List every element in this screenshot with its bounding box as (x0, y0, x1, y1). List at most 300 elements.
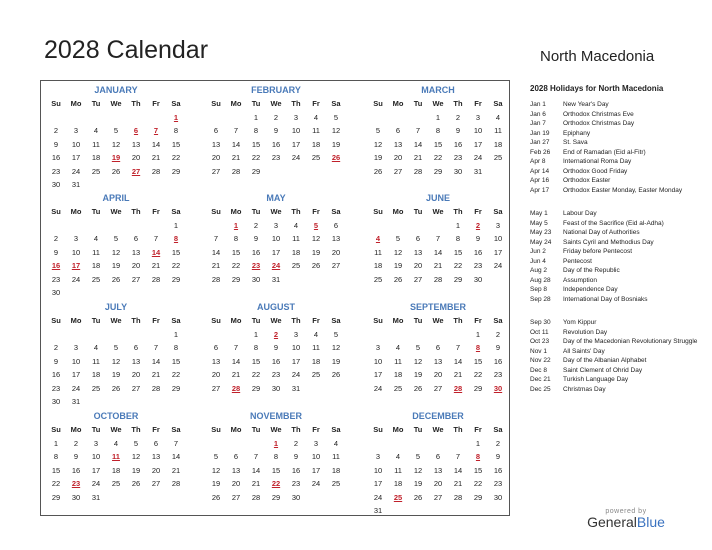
country-name: North Macedonia (540, 48, 655, 65)
empty-cell (46, 328, 66, 342)
day-cell: 8 (253, 343, 259, 352)
month-days-grid (206, 314, 346, 395)
day-cell: 16 (493, 465, 503, 475)
holiday-item (530, 119, 700, 129)
day-cell: 15 (433, 139, 443, 149)
day-cell: 23 (493, 370, 503, 379)
weekday-header: Su (51, 316, 61, 325)
empty-cell (206, 328, 226, 342)
day-cell: 22 (171, 261, 181, 270)
holiday-item (530, 209, 700, 219)
day-cell: 21 (231, 370, 241, 379)
month-february (206, 83, 346, 178)
weekday-header: Mo (70, 425, 82, 434)
day-cell: 4 (495, 112, 501, 122)
holiday-date: May 24 (530, 238, 552, 246)
day-cell: 30 (473, 274, 483, 284)
day-cell: 9 (475, 234, 481, 243)
month-october (46, 409, 186, 504)
day-cell: 17 (291, 139, 301, 149)
day-cell: 17 (373, 479, 383, 488)
holiday-name: New Year's Day (563, 101, 609, 108)
day-cell: 15 (473, 465, 483, 475)
empty-cell (246, 437, 266, 451)
month-name: DECEMBER (412, 411, 464, 421)
day-cell: 25 (311, 153, 321, 162)
day-cell: 21 (453, 479, 463, 488)
day-cell: 5 (415, 452, 421, 461)
day-cell: 19 (413, 479, 423, 488)
holiday-day: 28 (453, 383, 463, 393)
empty-cell (46, 219, 66, 233)
day-cell: 6 (153, 438, 159, 448)
month-name: FEBRUARY (251, 85, 301, 95)
month-days-grid (46, 314, 186, 409)
day-cell: 8 (173, 126, 179, 135)
holiday-item (530, 148, 700, 158)
day-cell: 21 (151, 261, 161, 270)
day-cell: 4 (293, 220, 299, 230)
month-days-grid (368, 97, 508, 178)
day-cell: 26 (111, 383, 121, 393)
group-spacer (530, 195, 700, 209)
day-cell: 3 (293, 112, 299, 122)
holiday-item (530, 266, 700, 276)
day-cell: 22 (453, 261, 463, 270)
day-cell: 27 (331, 261, 341, 270)
day-cell: 1 (173, 329, 179, 339)
day-cell: 8 (455, 234, 461, 243)
weekday-header: Su (211, 207, 221, 216)
month-september (368, 300, 508, 395)
day-cell: 17 (311, 465, 321, 475)
brand-general: General (587, 514, 637, 530)
day-cell: 6 (395, 126, 401, 135)
empty-cell (388, 219, 408, 233)
day-cell: 5 (213, 452, 219, 461)
day-cell: 1 (53, 438, 59, 448)
holiday-date: Sep 8 (530, 286, 547, 293)
weekday-header: We (270, 99, 282, 108)
day-cell: 11 (292, 234, 300, 243)
month-january (46, 83, 186, 192)
day-cell: 9 (53, 247, 59, 257)
day-cell: 28 (433, 274, 443, 284)
weekday-header: We (110, 99, 122, 108)
day-cell: 2 (53, 126, 59, 135)
day-cell: 13 (433, 356, 443, 366)
day-cell: 31 (373, 506, 383, 515)
weekday-header: Sa (331, 207, 341, 216)
day-cell: 4 (395, 343, 401, 352)
day-cell: 22 (231, 261, 241, 270)
holiday-day: 1 (273, 438, 279, 448)
day-cell: 18 (331, 465, 341, 475)
weekday-header: Tu (91, 207, 101, 216)
day-cell: 9 (53, 139, 59, 149)
weekday-header: We (110, 207, 122, 216)
day-cell: 19 (111, 370, 121, 379)
day-cell: 17 (373, 370, 383, 379)
day-cell: 27 (433, 492, 443, 502)
day-cell: 1 (253, 112, 259, 122)
calendar-grid (40, 80, 510, 516)
empty-cell (146, 219, 166, 233)
day-cell: 21 (211, 261, 221, 270)
day-cell: 8 (53, 452, 59, 461)
day-cell: 29 (231, 274, 241, 284)
weekday-header: Th (131, 425, 141, 434)
weekday-header: Su (373, 425, 383, 434)
day-cell: 1 (173, 220, 179, 230)
weekday-header: Th (453, 425, 463, 434)
holiday-name: End of Ramadan (Eid al-Fitr) (563, 148, 646, 156)
month-november (206, 409, 346, 504)
day-cell: 14 (413, 139, 423, 149)
day-cell: 6 (233, 452, 239, 461)
holiday-item (530, 328, 700, 338)
day-cell: 19 (393, 261, 403, 270)
day-cell: 10 (271, 234, 281, 243)
holiday-item (530, 238, 700, 248)
holiday-item (530, 228, 700, 238)
weekday-header: Mo (230, 99, 242, 108)
day-cell: 24 (373, 492, 383, 502)
weekday-header: Mo (70, 99, 82, 108)
day-cell: 7 (233, 343, 239, 352)
weekday-header: Sa (171, 316, 181, 325)
holiday-name: Orthodox Christmas Eve (563, 110, 634, 118)
day-cell: 7 (153, 343, 159, 352)
weekday-header: Th (453, 207, 463, 216)
month-name: JANUARY (94, 85, 138, 95)
day-cell: 20 (131, 261, 141, 270)
day-cell: 24 (291, 370, 301, 379)
day-cell: 9 (273, 343, 279, 352)
weekday-header: Fr (312, 207, 320, 216)
day-cell: 6 (435, 452, 441, 461)
holiday-date: Dec 21 (530, 376, 551, 383)
day-cell: 21 (171, 465, 181, 475)
day-cell: 31 (71, 180, 81, 189)
day-cell: 22 (171, 153, 181, 162)
empty-cell (388, 437, 408, 451)
day-cell: 11 (92, 247, 100, 257)
day-cell: 19 (131, 465, 141, 475)
holiday-item (530, 138, 700, 148)
holiday-day: 8 (475, 452, 481, 461)
day-cell: 4 (93, 343, 99, 352)
empty-cell (368, 111, 388, 125)
day-cell: 10 (71, 139, 81, 149)
weekday-header: Su (373, 207, 383, 216)
weekday-header: Tu (413, 207, 423, 216)
day-cell: 26 (331, 370, 341, 379)
day-cell: 14 (171, 452, 181, 461)
day-cell: 5 (113, 343, 119, 352)
day-cell: 18 (91, 153, 101, 162)
day-cell: 20 (131, 370, 141, 379)
holiday-item (530, 167, 700, 177)
month-days-grid (368, 423, 508, 518)
day-cell: 22 (473, 479, 483, 488)
day-cell: 12 (131, 452, 141, 461)
holiday-date: Jan 6 (530, 110, 546, 118)
day-cell: 5 (113, 234, 119, 243)
day-cell: 17 (71, 370, 81, 379)
month-days-grid (46, 97, 186, 192)
day-cell: 23 (493, 479, 503, 488)
day-cell: 8 (273, 452, 279, 461)
weekday-header: Th (453, 316, 463, 325)
day-cell: 4 (113, 438, 119, 448)
day-cell: 14 (433, 247, 443, 257)
weekday-header: We (432, 425, 444, 434)
weekday-header: Tu (251, 425, 261, 434)
weekday-header: Tu (251, 316, 261, 325)
day-cell: 20 (211, 153, 221, 162)
month-days-grid (206, 205, 346, 286)
day-cell: 11 (92, 356, 100, 366)
day-cell: 29 (171, 166, 181, 176)
holiday-name: Orthodox Easter Monday, Easter Monday (563, 186, 683, 194)
day-cell: 19 (111, 261, 121, 270)
day-cell: 11 (374, 247, 382, 257)
day-cell: 3 (475, 112, 481, 122)
day-cell: 2 (53, 343, 59, 352)
month-name: MARCH (421, 85, 455, 95)
weekday-header: Tu (91, 99, 101, 108)
holiday-date: Nov 1 (530, 347, 547, 355)
day-cell: 23 (51, 274, 61, 284)
day-cell: 30 (453, 166, 463, 176)
holiday-day: 7 (153, 126, 159, 135)
day-cell: 12 (373, 139, 383, 149)
day-cell: 26 (413, 492, 423, 502)
day-cell: 4 (395, 452, 401, 461)
day-cell: 13 (211, 139, 221, 149)
day-cell: 18 (373, 261, 383, 270)
empty-cell (428, 219, 448, 233)
empty-cell (106, 111, 126, 125)
weekday-header: Mo (230, 316, 242, 325)
day-cell: 10 (473, 126, 483, 135)
day-cell: 5 (395, 234, 401, 243)
day-cell: 18 (393, 370, 403, 379)
holiday-date: Jan 1 (530, 101, 546, 108)
weekday-header: Su (51, 207, 61, 216)
month-days-grid (46, 423, 186, 504)
day-cell: 21 (453, 370, 463, 379)
day-cell: 27 (131, 274, 141, 284)
empty-cell (86, 219, 106, 233)
day-cell: 26 (413, 383, 423, 393)
day-cell: 13 (413, 247, 423, 257)
holiday-day: 5 (313, 220, 319, 230)
weekday-header: Su (211, 425, 221, 434)
powered-by-text: powered by (605, 508, 647, 515)
day-cell: 25 (493, 153, 503, 162)
holiday-day: 27 (131, 166, 141, 176)
day-cell: 20 (331, 247, 341, 257)
holiday-name: Yom Kippur (563, 319, 597, 326)
holiday-item (530, 157, 700, 167)
day-cell: 9 (73, 452, 79, 461)
weekday-header: Sa (493, 207, 503, 216)
holidays-title: 2028 Holidays for North Macedonia (530, 84, 664, 93)
day-cell: 1 (475, 438, 481, 448)
holiday-date: Dec 25 (530, 385, 551, 393)
day-cell: 7 (153, 234, 159, 243)
weekday-header: Th (291, 99, 301, 108)
holidays-panel (530, 84, 700, 394)
day-cell: 11 (92, 139, 100, 149)
holiday-day: 25 (393, 492, 403, 502)
day-cell: 26 (393, 274, 403, 284)
day-cell: 3 (273, 220, 279, 230)
holiday-item (530, 110, 700, 120)
holiday-name: Orthodox Christmas Day (563, 120, 635, 127)
day-cell: 27 (433, 383, 443, 393)
day-cell: 18 (111, 465, 121, 475)
day-cell: 30 (51, 288, 61, 297)
holiday-day: 28 (231, 383, 241, 393)
day-cell: 3 (73, 234, 79, 243)
day-cell: 28 (171, 479, 181, 488)
holiday-name: International Day of Bosniaks (563, 295, 648, 303)
weekday-header: Fr (474, 207, 482, 216)
empty-cell (146, 111, 166, 125)
holiday-item (530, 366, 700, 376)
day-cell: 27 (393, 166, 403, 176)
weekday-header: Fr (152, 99, 160, 108)
day-cell: 9 (293, 452, 299, 461)
holiday-item (530, 385, 700, 395)
day-cell: 27 (131, 383, 141, 393)
day-cell: 13 (211, 356, 221, 366)
day-cell: 26 (373, 166, 383, 176)
holiday-day: 23 (71, 479, 81, 488)
day-cell: 23 (473, 261, 483, 270)
weekday-header: Mo (230, 425, 242, 434)
day-cell: 7 (455, 343, 461, 352)
weekday-header: Fr (152, 425, 160, 434)
empty-cell (428, 437, 448, 451)
day-cell: 6 (133, 343, 139, 352)
day-cell: 9 (495, 343, 501, 352)
weekday-header: Fr (312, 425, 320, 434)
day-cell: 14 (231, 356, 241, 366)
day-cell: 16 (291, 465, 301, 475)
day-cell: 5 (333, 329, 339, 339)
day-cell: 18 (493, 139, 503, 149)
month-name: OCTOBER (93, 411, 139, 421)
holiday-day: 24 (271, 261, 281, 270)
day-cell: 30 (71, 492, 81, 502)
weekday-header: Mo (392, 316, 404, 325)
day-cell: 26 (131, 479, 141, 488)
day-cell: 28 (151, 274, 161, 284)
day-cell: 26 (111, 274, 121, 284)
day-cell: 24 (71, 274, 81, 284)
day-cell: 7 (455, 452, 461, 461)
holiday-item (530, 247, 700, 257)
day-cell: 16 (271, 356, 281, 366)
day-cell: 28 (413, 166, 423, 176)
day-cell: 24 (473, 153, 483, 162)
holiday-item (530, 257, 700, 267)
day-cell: 23 (51, 166, 61, 176)
day-cell: 17 (271, 247, 281, 257)
day-cell: 8 (173, 343, 179, 352)
day-cell: 7 (415, 126, 421, 135)
weekday-header: Fr (474, 316, 482, 325)
month-name: JULY (104, 302, 128, 312)
day-cell: 11 (394, 465, 402, 475)
day-cell: 4 (333, 438, 339, 448)
weekday-header: Tu (413, 99, 423, 108)
holiday-item (530, 375, 700, 385)
day-cell: 19 (311, 247, 321, 257)
day-cell: 2 (253, 220, 259, 230)
weekday-header: Mo (392, 207, 404, 216)
holiday-day: 4 (375, 234, 381, 243)
month-august (206, 300, 346, 395)
empty-cell (206, 219, 226, 233)
weekday-header: Fr (152, 207, 160, 216)
day-cell: 30 (51, 397, 61, 406)
day-cell: 29 (171, 383, 181, 393)
day-cell: 26 (211, 492, 221, 502)
weekday-header: Tu (91, 425, 101, 434)
day-cell: 14 (251, 465, 261, 475)
holiday-date: Jan 19 (530, 129, 550, 137)
holiday-day: 23 (251, 261, 261, 270)
empty-cell (46, 111, 66, 125)
day-cell: 21 (433, 261, 443, 270)
day-cell: 23 (271, 370, 281, 379)
holiday-name: Assumption (563, 276, 597, 284)
holiday-date: Nov 22 (530, 357, 551, 364)
day-cell: 19 (331, 139, 341, 149)
holiday-day: 16 (51, 261, 61, 270)
weekday-header: Th (131, 99, 141, 108)
day-cell: 17 (291, 356, 301, 366)
day-cell: 6 (133, 234, 139, 243)
month-name: NOVEMBER (249, 411, 302, 421)
day-cell: 12 (331, 126, 341, 135)
day-cell: 10 (291, 126, 301, 135)
day-cell: 4 (93, 234, 99, 243)
weekday-header: Sa (171, 207, 181, 216)
weekday-header: We (270, 425, 282, 434)
holiday-date: Jun 2 (530, 248, 546, 255)
empty-cell (86, 328, 106, 342)
day-cell: 3 (375, 343, 381, 352)
weekday-header: Fr (312, 316, 320, 325)
day-cell: 22 (251, 153, 261, 162)
holiday-date: Oct 23 (530, 338, 550, 345)
holidays-list (530, 100, 700, 394)
day-cell: 12 (111, 139, 121, 149)
holiday-item (530, 186, 700, 196)
day-cell: 24 (373, 383, 383, 393)
day-cell: 21 (151, 153, 161, 162)
day-cell: 31 (91, 492, 101, 502)
day-cell: 2 (293, 438, 299, 448)
day-cell: 25 (331, 479, 341, 488)
day-cell: 20 (433, 370, 443, 379)
